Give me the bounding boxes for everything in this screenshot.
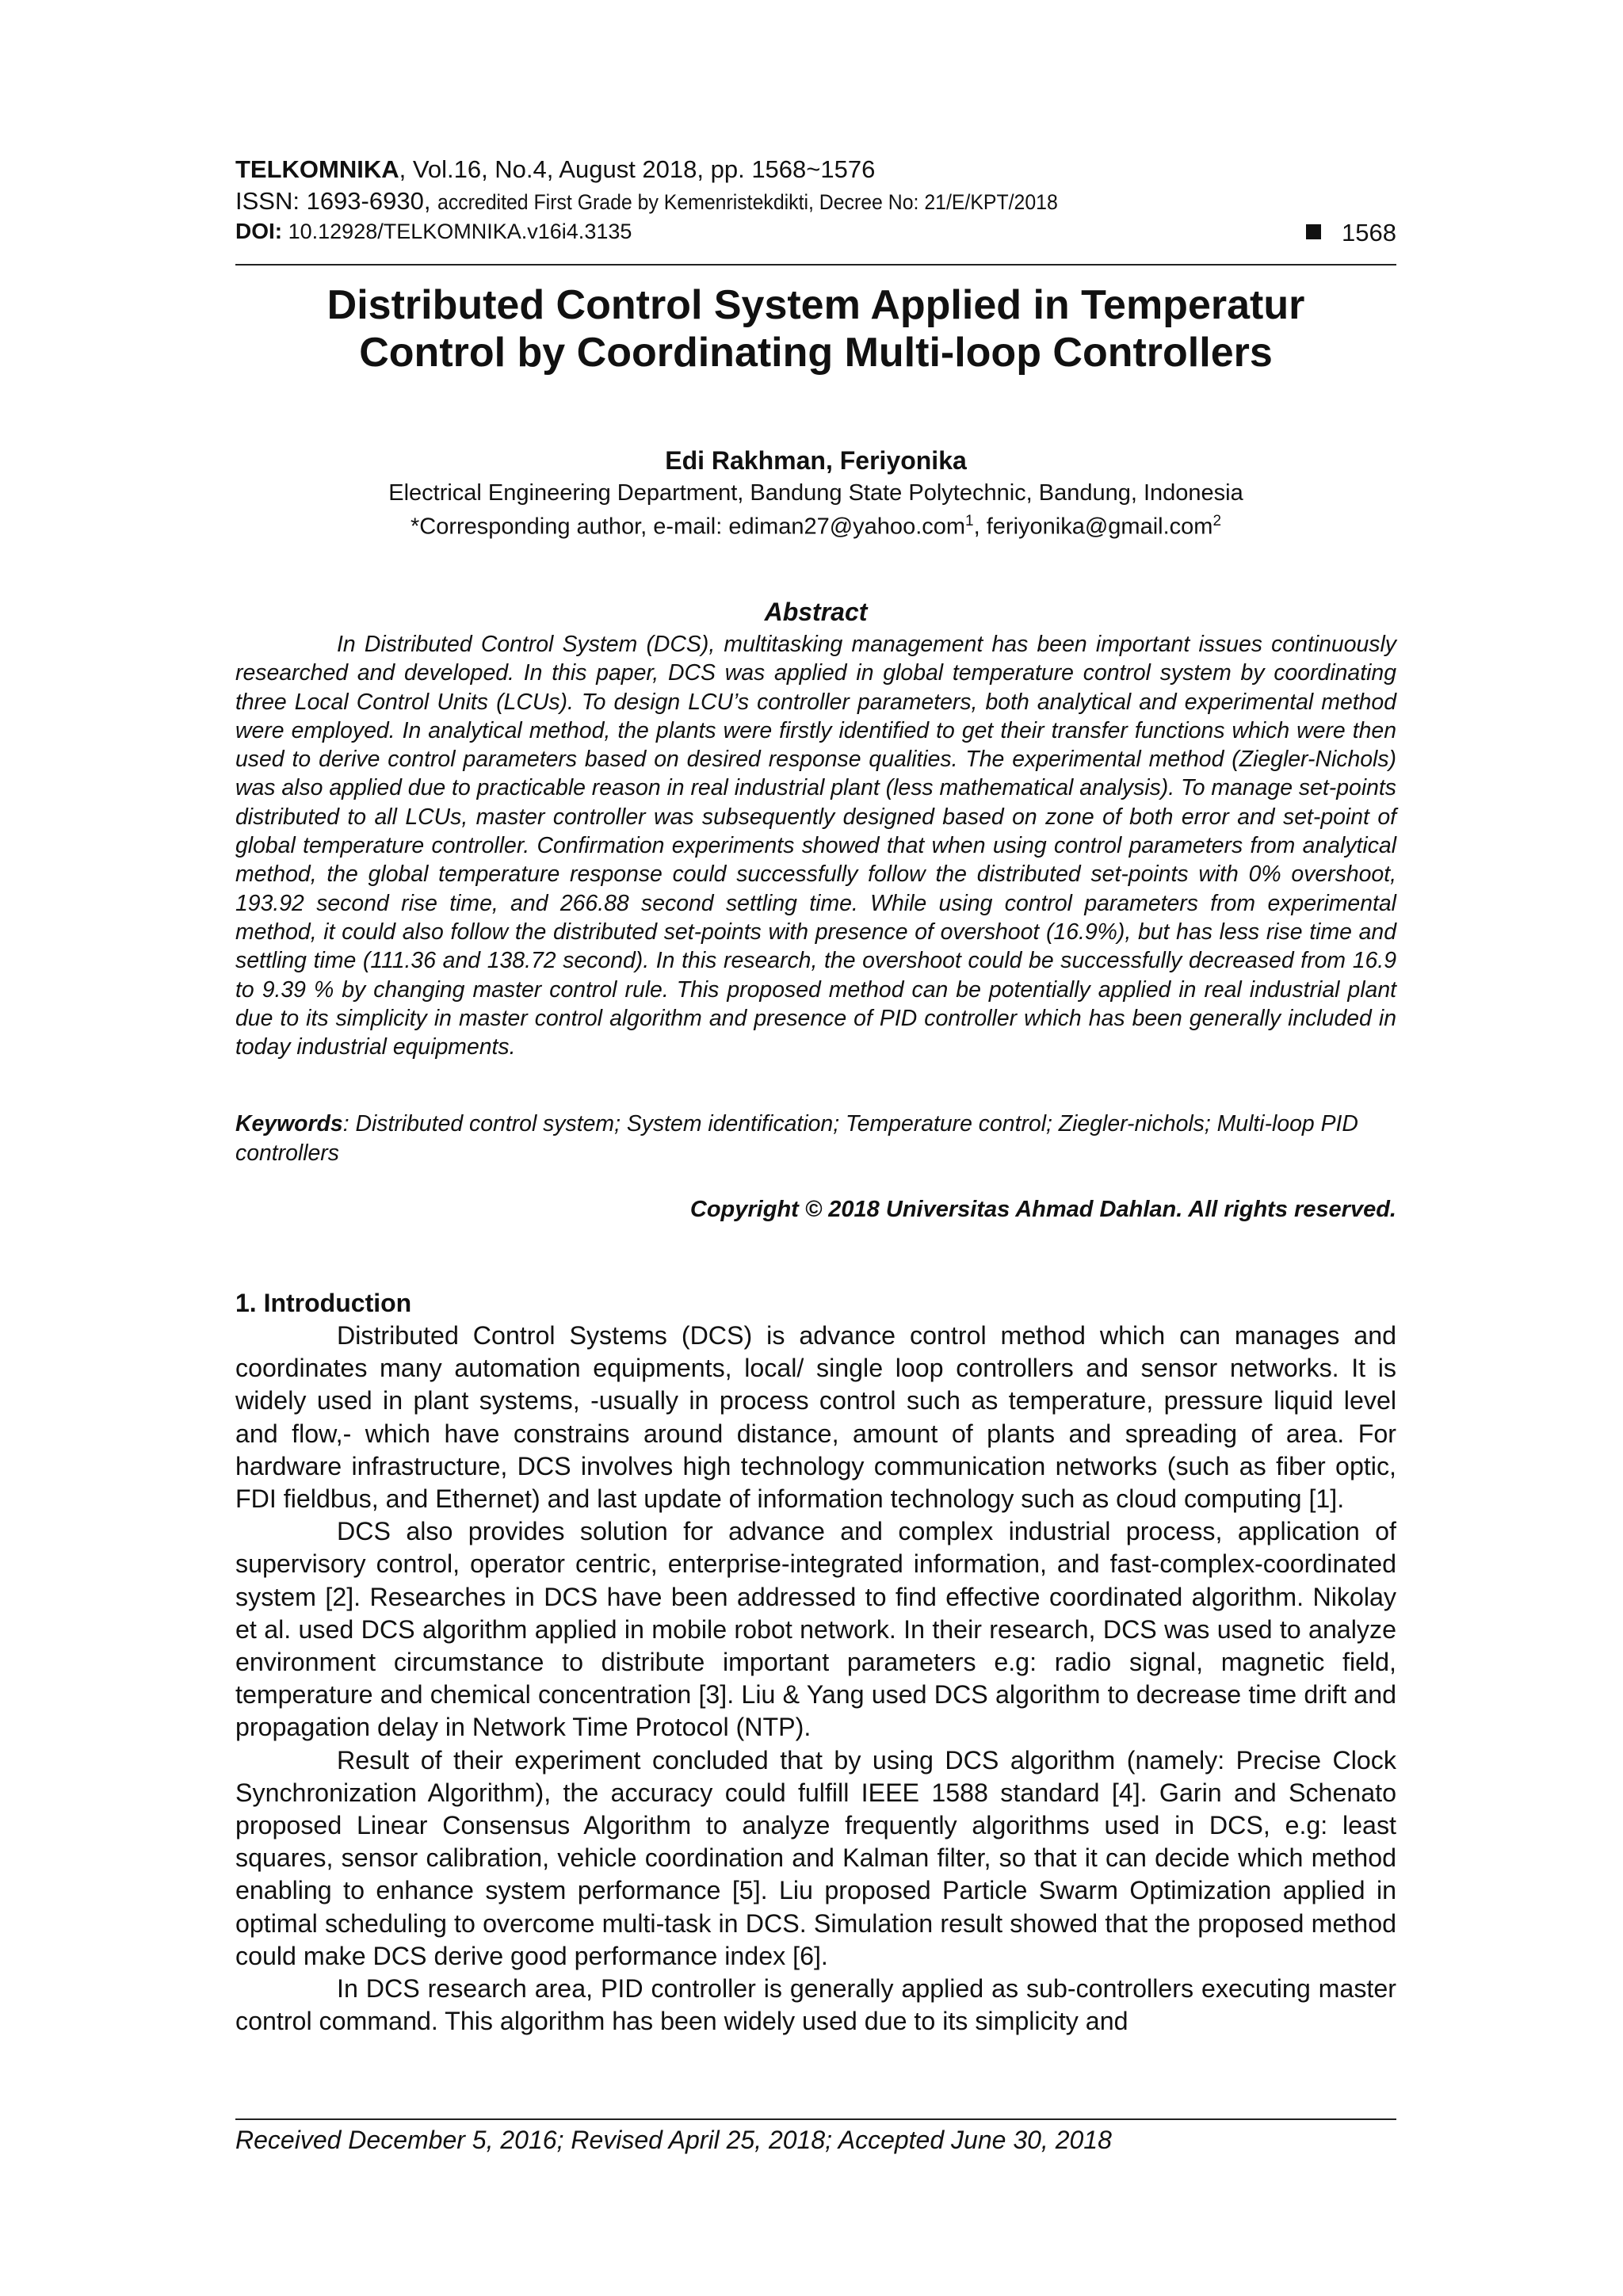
correspondence bbox=[235, 507, 1396, 541]
intro-paragraph: DCS also provides solution for advance and complex industrial process, application of supervisory control, operator centric, enterprise-integrated information, and fast-complex-coordinated system [2]. Researches in DCS have been addressed to find effective coordinated algorithm. Nikolay et al. used DCS algorithm applied in mobile robot network. In their research, DCS was used to analyze environment circumstance to distribute important parameters e.g: radio signal, magnetic field, temperature and chemical concentration [3]. Liu & Yang used DCS algorithm to decrease time drift and propagation delay in Network Time Protocol (NTP). bbox=[235, 1517, 1396, 1742]
abstract-heading: Abstract bbox=[764, 598, 868, 626]
volume-info: , Vol.16, No.4, August 2018, pp. 1568~1576 bbox=[399, 155, 876, 183]
superscript-2: 2 bbox=[1212, 513, 1222, 529]
footer-rule bbox=[235, 2118, 1396, 2120]
keywords-label: Keywords bbox=[235, 1111, 343, 1137]
title-line-2: Control by Coordinating Multi-loop Controllers bbox=[359, 330, 1273, 376]
doi-value: 10.12928/TELKOMNIKA.v16i4.3135 bbox=[282, 220, 632, 243]
intro-paragraph: Distributed Control Systems (DCS) is advance control method which can manages and coordinates many automation equipments, local/ single loop controllers and sensor networks. It is widely used in plant systems, -usually in process control such as temperature, pressure liquid level and flow,- which have constrains around distance, amount of plants and spreading of area. For hardware infrastructure, DCS involves high technology communication networks (such as fiber optic, FDI fieldbus, and Ethernet) and last update of information technology such as cloud computing [1]. bbox=[235, 1321, 1396, 1514]
abstract-text: In Distributed Control System (DCS), multitasking management has been important issues continuously researched and developed. In this paper, DCS was applied in global temperature control system by coordinating three Local Control Units (LCUs). To design LCU’s controller parameters, both analytical and experimental method were employed. In analytical method, the plants were firstly identified to get their transfer functions which were then used to derive control parameters based on desired response qualities. The experimental method (Ziegler-Nichols) was also applied due to practicable reason in real industrial plant (less mathematical analysis). To manage set-points distributed to all LCUs, master controller was subsequently designed based on zone of both error and set-point of global temperature controller. Confirmation experiments showed that when using control parameters from analytical method, the global temperature response could successfully follow the distributed set-points with 0% overshoot, 193.92 second rise time, and 266.88 second settling time. While using control parameters from experimental method, it could also follow the distributed set-points with presence of overshoot (16.9%), but has less rise time and settling time (111.36 and 138.72 second). In this research, the overshoot could be successfully decreased from 16.9 to 9.39 % by changing master control rule. This proposed method can be potentially applied in real industrial plant due to its simplicity in master control algorithm and presence of PID controller which has been generally included in today industrial equipments. bbox=[235, 632, 1397, 1060]
affiliation-block bbox=[235, 479, 1396, 541]
journal-citation bbox=[235, 155, 875, 184]
square-bullet-icon bbox=[1306, 224, 1321, 239]
copyright-notice: Copyright © 2018 Universitas Ahmad Dahlan. All rights reserved. bbox=[689, 1197, 1396, 1222]
issn-label: ISSN: 1693-6930, bbox=[235, 187, 438, 215]
keywords-text: : Distributed control system; System identification; Temperature control; Ziegler-nichols; Multi-loop PID controllers bbox=[235, 1111, 1358, 1166]
section-heading-introduction: 1. Introduction bbox=[235, 1289, 412, 1317]
header-rule bbox=[235, 264, 1396, 266]
title-line-1: Distributed Control System Applied in Temperatur bbox=[327, 282, 1305, 328]
intro-paragraph: Result of their experiment concluded that by using DCS algorithm (namely: Precise Clock Synchronization Algorithm), the accuracy could fulfill IEEE 1588 standard [4]. Garin and Schenato proposed Linear Consensus Algorithm to analyze frequently algorithms used in DCS, e.g: least squares, sensor calibration, vehicle coordination and Kalman filter, so that it can decide which method enabling to enhance system performance [5]. Liu proposed Particle Swarm Optimization applied in optimal scheduling to overcome multi-task in DCS. Simulation result showed that the proposed method could make DCS derive good performance index [6]. bbox=[235, 1745, 1396, 1970]
authors: Edi Rakhman, Feriyonika bbox=[665, 446, 967, 475]
correspondence-email-2: , feriyonika@gmail.com bbox=[973, 514, 1213, 540]
page-number-value: 1568 bbox=[1342, 219, 1396, 246]
page-number bbox=[1306, 219, 1396, 247]
doi-label: DOI: bbox=[235, 219, 283, 243]
correspondence-email-1: *Corresponding author, e-mail: ediman27@yahoo.com bbox=[410, 514, 966, 540]
keywords bbox=[235, 1110, 1396, 1168]
received-dates: Received December 5, 2016; Revised April 25, 2018; Accepted June 30, 2018 bbox=[235, 2126, 1112, 2154]
affiliation: Electrical Engineering Department, Bandung State Polytechnic, Bandung, Indonesia bbox=[388, 480, 1243, 506]
intro-paragraph: In DCS research area, PID controller is generally applied as sub-controllers executing master control command. This algorithm has been widely used due to its simplicity and bbox=[235, 1974, 1396, 2036]
superscript-1: 1 bbox=[965, 513, 974, 529]
paper-title bbox=[235, 281, 1396, 376]
doi-line bbox=[235, 219, 1396, 244]
accreditation-text: accredited First Grade by Kemenristekdikti, Decree No: 21/E/KPT/2018 bbox=[437, 190, 1058, 214]
issn-line bbox=[235, 187, 1112, 216]
journal-name: TELKOMNIKA bbox=[235, 155, 399, 183]
introduction-body bbox=[235, 1320, 1396, 2038]
